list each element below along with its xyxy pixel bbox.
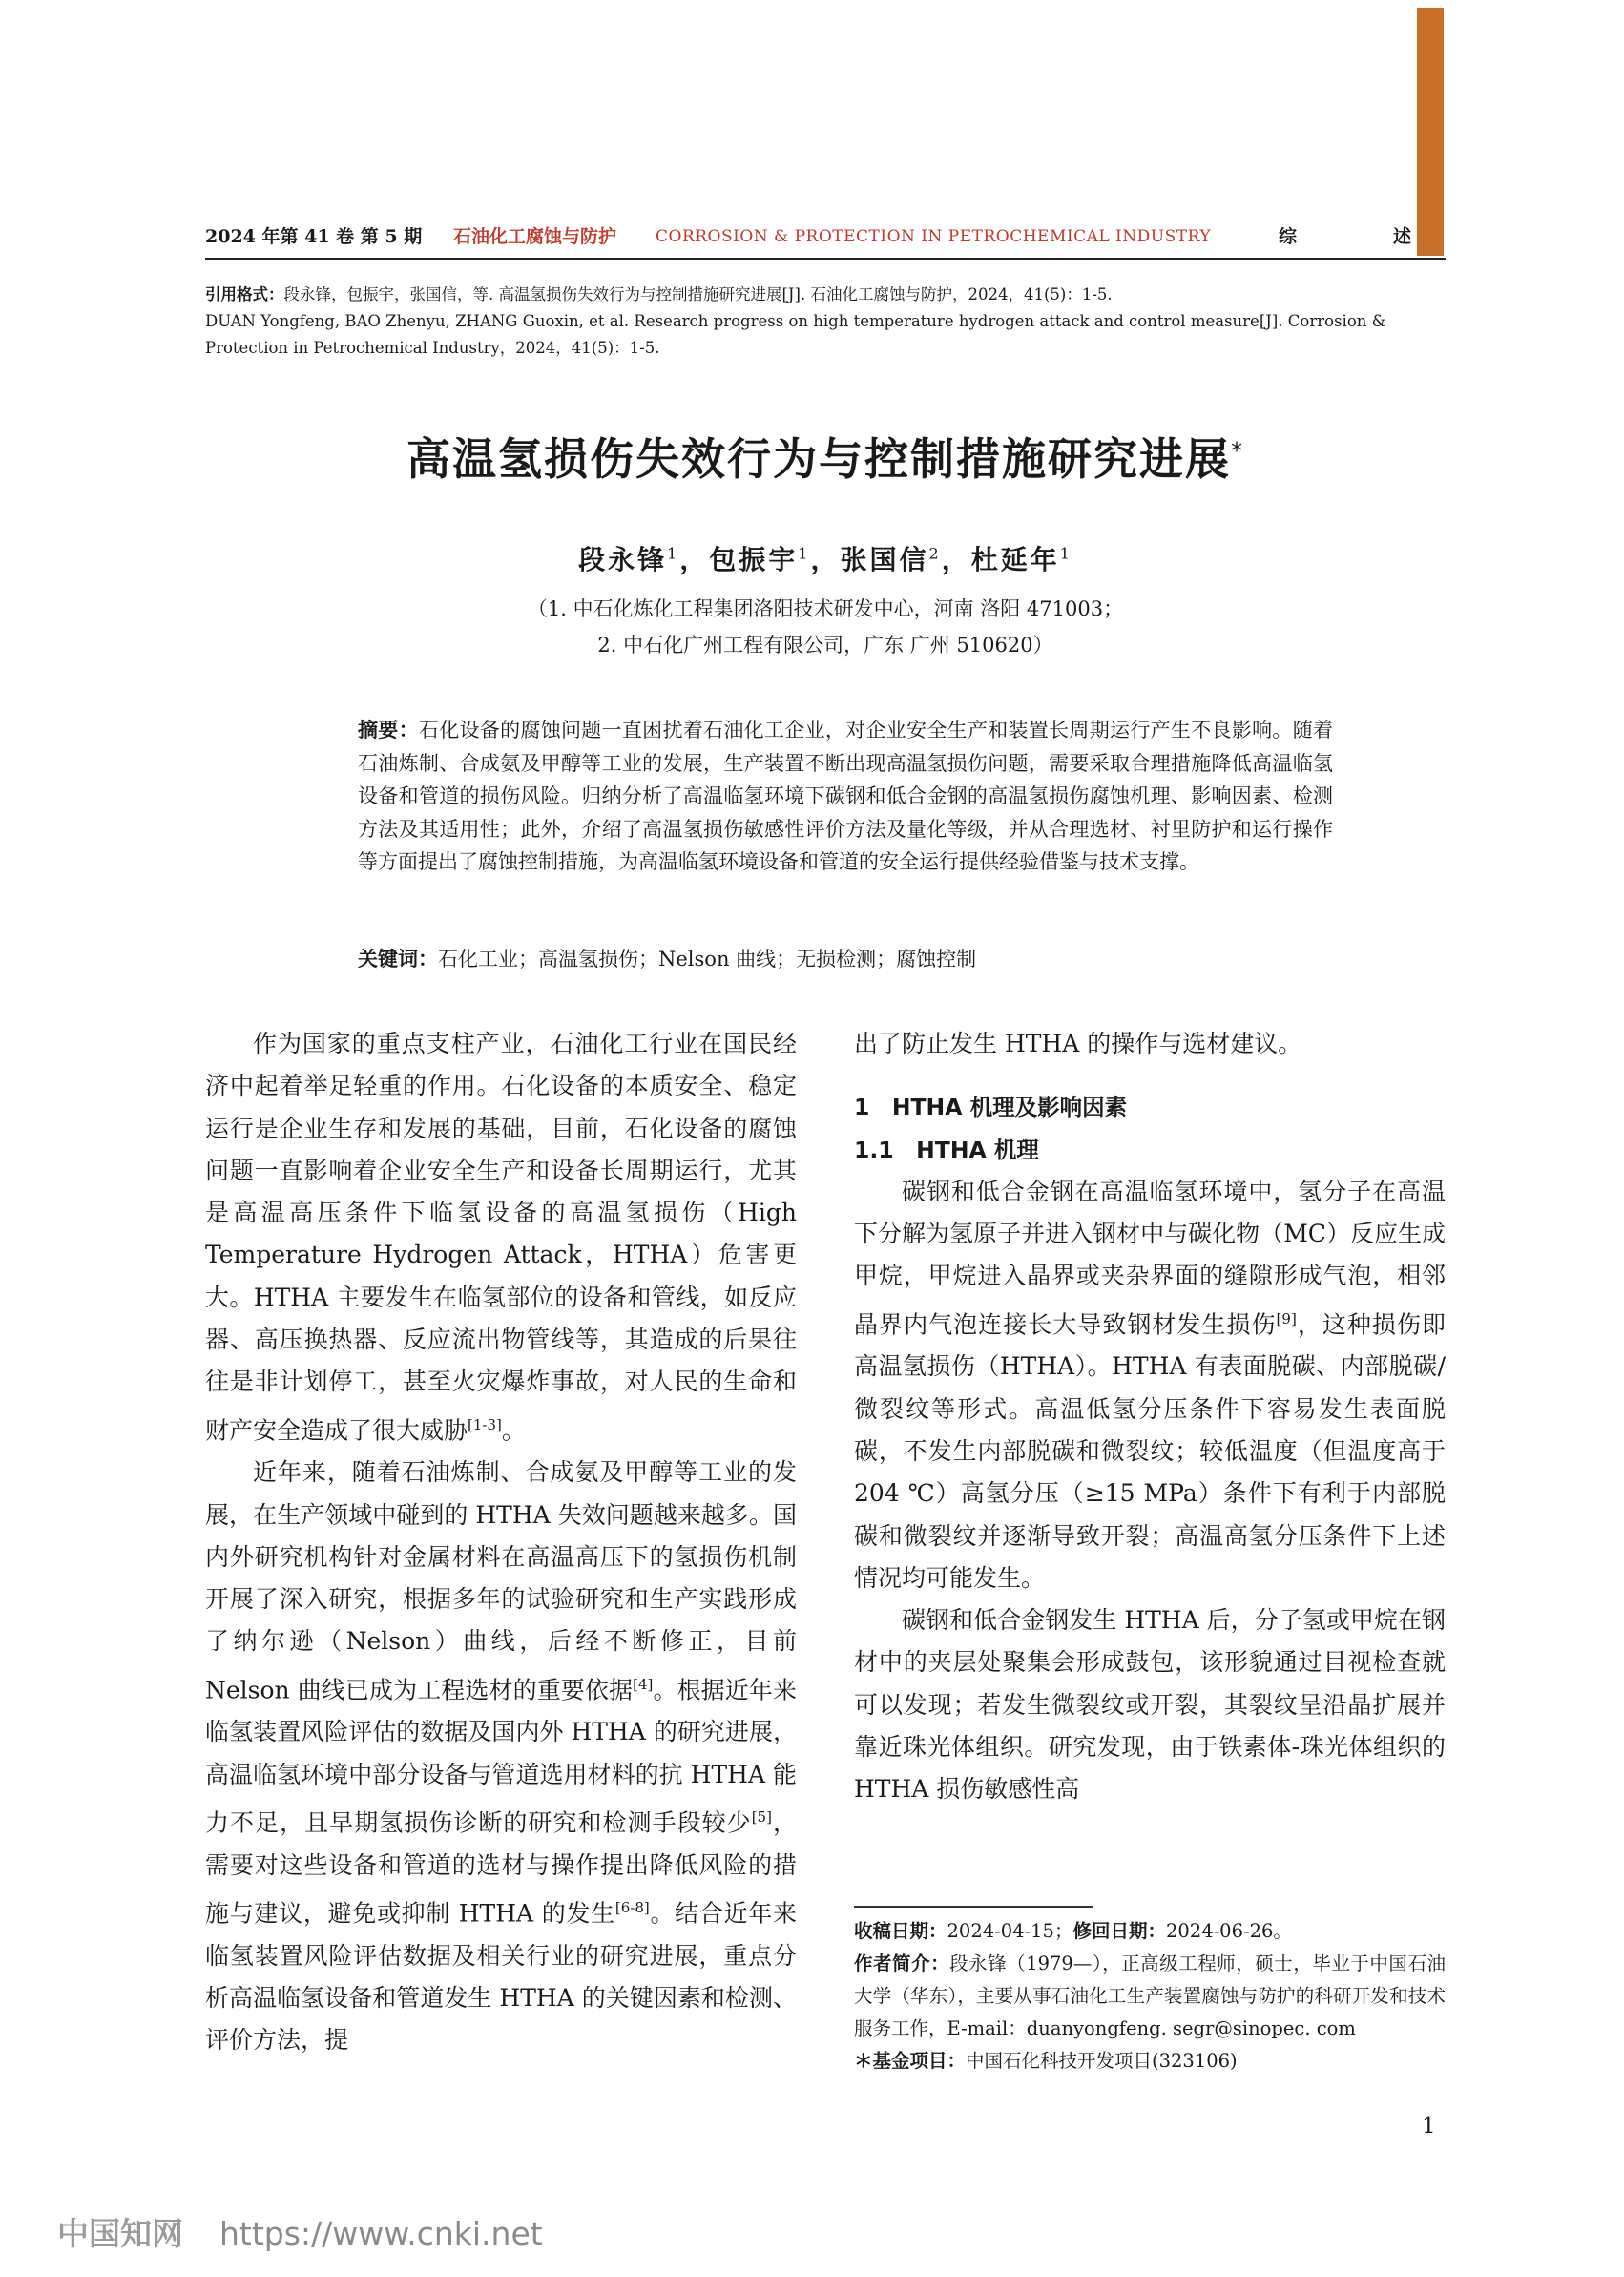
author: 杜延年 (970, 544, 1060, 575)
header-rule (205, 258, 1446, 260)
author: 张国信 (840, 544, 929, 575)
left-column (205, 1023, 797, 2061)
watermark-logo-text: 中国知网 (57, 2215, 183, 2252)
citation-block (205, 282, 1446, 362)
reference-mark: [6-8] (614, 1898, 650, 1916)
watermark-url: https://www.cnki.net (219, 2215, 543, 2252)
issue-info: 2024 年第 41 卷 第 5 期 (205, 226, 423, 247)
title-footnote-mark: * (1231, 437, 1244, 465)
reference-mark: [9] (1276, 1309, 1297, 1327)
abstract (358, 714, 1333, 879)
keywords (358, 943, 1333, 975)
author-list: 段永锋$^1$，包振宇$^1$，张国信$^2$，杜延年$^1$ (578, 544, 1072, 575)
reference-mark: [1-3] (468, 1415, 502, 1433)
spacer (854, 1065, 1446, 1086)
footnote-fund: ＊基金项目：中国石化科技开发项目(323106) (854, 2050, 1238, 2072)
affiliation-1: （1. 中石化炼化工程集团洛阳技术研发中心，河南 洛阳 471003； (527, 597, 1124, 620)
paper-title: 高温氢损伤失效行为与控制措施研究进展* (406, 433, 1244, 485)
footnote-rule (854, 1906, 1093, 1908)
reference-mark: [5] (751, 1808, 772, 1826)
cnki-watermark (57, 2209, 543, 2254)
section-heading: 1 HTHA 机理及影响因素 (854, 1094, 1128, 1121)
paragraph: 近年来，随着石油炼制、合成氨及甲醇等工业的发展，在生产领域中碰到的 HTHA 失效问题越来越多。国内外研究机构针对金属材料在高温高压下的氢损伤机制开展了深入研究，根据多年的试验研究和生产实践形成了纳尔逊（Nelson）曲线，后经不断修正，目前 Nelson 曲线已成为工程选材的重要依据[4]。根据近年来临氢装置风险评估的数据及国内外 HTHA 的研究进展，高温临氢环境中部分设备与管道选用材料的抗 HTHA 能力不足，且早期氢损伤诊断的研究和检测手段较少[5]，需要对这些设备和管道的选材与操作提出降低风险的措施与建议，避免或抑制 HTHA 的发生[6-8]。结合近年来临氢装置风险评估数据及相关行业的研究进展，重点分析高温临氢设备和管道发生 HTHA 的关键因素和检测、评价方法，提 (205, 1458, 797, 2055)
paragraph: 碳钢和低合金钢发生 HTHA 后，分子氢或甲烷在钢材中的夹层处聚集会形成鼓包，该形貌通过目视检查就可以发现；若发生微裂纹或开裂，其裂纹呈沿晶扩展并靠近珠光体组织。研究发现，由于铁素体-珠光体组织的 HTHA 损伤敏感性高 (854, 1606, 1446, 1804)
keywords-text: 石化工业；高温氢损伤；Nelson 曲线；无损检测；腐蚀控制 (438, 948, 977, 971)
subsection-heading: 1.1 HTHA 机理 (854, 1136, 1039, 1163)
reference-mark: [4] (633, 1675, 654, 1693)
affiliation-2: 2. 中石化广州工程有限公司，广东 广州 510620） (597, 634, 1053, 657)
section-label-2: 述 (1393, 226, 1412, 247)
paragraph: 作为国家的重点支柱产业，石油化工行业在国民经济中起着举足轻重的作用。石化设备的本质安全、稳定运行是企业生存和发展的基础，目前，石化设备的腐蚀问题一直影响着企业安全生产和设备长周期运行，尤其是高温高压条件下临氢设备的高温氢损伤（High Temperature Hydrogen Attack，HTHA）危害更大。HTHA 主要发生在临氢部位的设备和管线，如反应器、高压换热器、反应流出物管线等，其造成的后果往往是非计划停工，甚至火灾爆炸事故，对人民的生命和财产安全造成了很大威胁[1-3]。 (205, 1030, 797, 1444)
citation-cn: 引用格式：段永锋，包振宇，张国信，等. 高温氢损伤失效行为与控制措施研究进展[J]. 石油化工腐蚀与防护，2024，41(5)：1-5. (205, 285, 1113, 303)
right-column (854, 1023, 1446, 1811)
page-number: 1 (1422, 2114, 1436, 2139)
running-header (205, 218, 1446, 256)
citation-en: DUAN Yongfeng, BAO Zhenyu, ZHANG Guoxin, et al. Research progress on high temperature hydrogen attack and control measure[J]. Corrosion & Protection in Petrochemical Industry，2024，41(5)：1-5. (205, 312, 1386, 357)
section-label-1: 综 (1279, 226, 1298, 247)
journal-name-cn: 石油化工腐蚀与防护 (453, 226, 617, 247)
paragraph: 碳钢和低合金钢在高温临氢环境中，氢分子在高温下分解为氢原子并进入钢材中与碳化物（MC）反应生成甲烷，甲烷进入晶界或夹杂界面的缝隙形成气泡，相邻晶界内气泡连接长大导致钢材发生损伤[9]，这种损伤即高温氢损伤（HTHA）。HTHA 有表面脱碳、内部脱碳/微裂纹等形式。高温低氢分压条件下容易发生表面脱碳，不发生内部脱碳和微裂纹；较低温度（但温度高于 204 ℃）高氢分压（≥15 MPa）条件下有利于内部脱碳和微裂纹并逐渐导致开裂；高温高氢分压条件下上述情况均可能发生。 (854, 1177, 1446, 1592)
journal-name-en: CORROSION & PROTECTION IN PETROCHEMICAL INDUSTRY (656, 227, 1212, 246)
keywords-label: 关键词： (358, 948, 438, 971)
footnote-dates: 收稿日期：2024-04-15；修回日期：2024-06-26。 (854, 1920, 1292, 1942)
abstract-text: 石化设备的腐蚀问题一直困扰着石油化工企业，对企业安全生产和装置长周期运行产生不良影响。随着石油炼制、合成氨及甲醇等工业的发展，生产装置不断出现高温氢损伤问题，需要采取合理措施降低高温临氢设备和管道的损伤风险。归纳分析了高温临氢环境下碳钢和低合金钢的高温氢损伤腐蚀机理、影响因素、检测方法及其适用性；此外，介绍了高温氢损伤敏感性评价方法及量化等级，并从合理选材、衬里防护和运行操作等方面提出了腐蚀控制措施，为高温临氢环境设备和管道的安全运行提供经验借鉴与技术支撑。 (358, 719, 1334, 873)
author: 段永锋 (578, 544, 668, 575)
paragraph-continued: 出了防止发生 HTHA 的操作与选材建议。 (854, 1030, 1302, 1057)
citation-label: 引用格式： (205, 285, 284, 303)
footnote-author: 作者简介：段永锋（1979—），正高级工程师，硕士，毕业于中国石油大学（华东），主要从事石油化工生产装置腐蚀与防护的科研开发和技术服务工作，E-mail：duanyongfeng. segr@sinopec. com (854, 1953, 1446, 2039)
author: 包振宇 (709, 544, 799, 575)
footnotes (854, 1915, 1446, 2078)
abstract-label: 摘要： (358, 719, 419, 742)
